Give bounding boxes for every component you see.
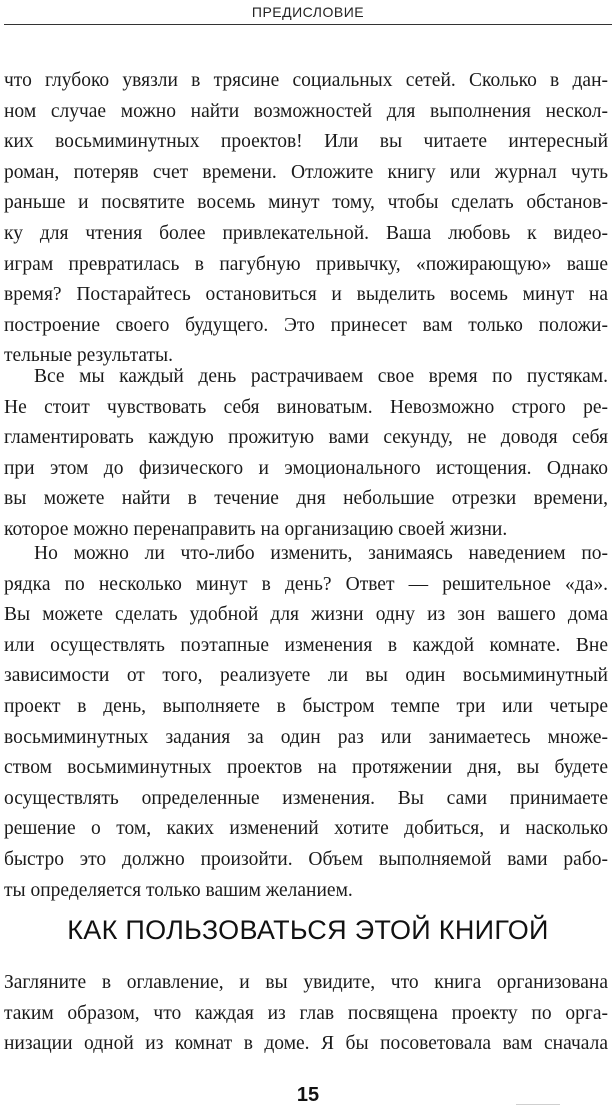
page-number: 15 [296, 1084, 320, 1106]
text-line: раньше и посвятите восемь минут тому, чтобы сделать обстанов- [4, 192, 608, 214]
text-line: тельные результаты. [4, 345, 173, 367]
text-line: рядка по несколько минут в день? Ответ — решительное «да». [4, 573, 608, 595]
text-line: ких восьмиминутных проектов! Или вы читаете интересный [4, 131, 608, 153]
text-line: играм превратилась в пагубную привычку, «пожирающую» ваше [4, 253, 608, 275]
section-heading: КАК ПОЛЬЗОВАТЬСЯ ЭТОЙ КНИГОЙ [67, 915, 549, 945]
text-line: Но можно ли что-либо изменить, занимаясь наведением по- [34, 543, 608, 564]
text-line: ном случае можно найти возможностей для выполнения нескол- [4, 100, 608, 122]
text-line: проект в день, выполняете в быстром темпе три или четыре [4, 695, 608, 717]
text-line: ством восьмиминутных проектов на протяжении дня, вы будете [4, 757, 608, 779]
header-rule [4, 24, 612, 25]
scan-edge-mark [516, 1104, 560, 1105]
text-line: Вы можете сделать удобной для жизни одну из зон вашего дома [4, 604, 608, 626]
text-line: роман, потеряв счет времени. Отложите книгу или журнал чуть [4, 161, 608, 183]
text-line: восьмиминутных задания за один раз или занимаетесь множе- [4, 726, 608, 748]
text-line: зависимости от того, реализуете ли вы один восьмиминутный [4, 665, 608, 687]
text-line: которое можно перенаправить на организацию своей жизни. [4, 518, 508, 540]
text-line: ты определяется только вашим желанием. [4, 879, 353, 901]
text-line: быстро это должно произойти. Объем выполняемой вами рабо- [4, 848, 608, 870]
paragraph-4 [4, 968, 608, 1060]
text-line: вы можете найти в течение дня небольшие отрезки времени, [4, 488, 608, 510]
text-line: таким образом, что каждая из глав посвящена проекту по орга- [4, 1002, 608, 1024]
paragraph-1 [4, 66, 608, 372]
paragraph-2 [4, 362, 608, 546]
running-head: ПРЕДИСЛОВИЕ [251, 4, 365, 20]
text-line: Загляните в оглавление, и вы увидите, что книга организована [4, 972, 608, 993]
text-line: решение о том, каких изменений хотите добиться, и насколько [4, 818, 608, 840]
text-line: низации одной из комнат в доме. Я бы посоветовала вам сначала [4, 1033, 608, 1055]
text-line: время? Постарайтесь остановиться и выделить восемь минут на [4, 284, 608, 306]
text-line: гламентировать каждую прожитую вами секунду, не доводя себя [4, 427, 608, 449]
text-line: что глубоко увязли в трясине социальных сетей. Сколько в дан- [4, 70, 608, 91]
text-line: ку для чтения более привлекательной. Ваша любовь к видео- [4, 222, 608, 244]
text-line: Все мы каждый день растрачиваем свое время по пустякам. [34, 366, 608, 387]
text-line: или осуществлять поэтапные изменения в каждой комнате. Вне [4, 634, 608, 656]
text-line: осуществлять определенные изменения. Вы сами принимаете [4, 787, 608, 809]
paragraph-3 [4, 539, 608, 906]
text-line: Не стоит чувствовать себя виноватым. Невозможно строго ре- [4, 396, 608, 418]
text-line: построение своего будущего. Это принесет вам только положи- [4, 314, 608, 336]
text-line: при этом до физического и эмоционального истощения. Однако [4, 457, 608, 479]
